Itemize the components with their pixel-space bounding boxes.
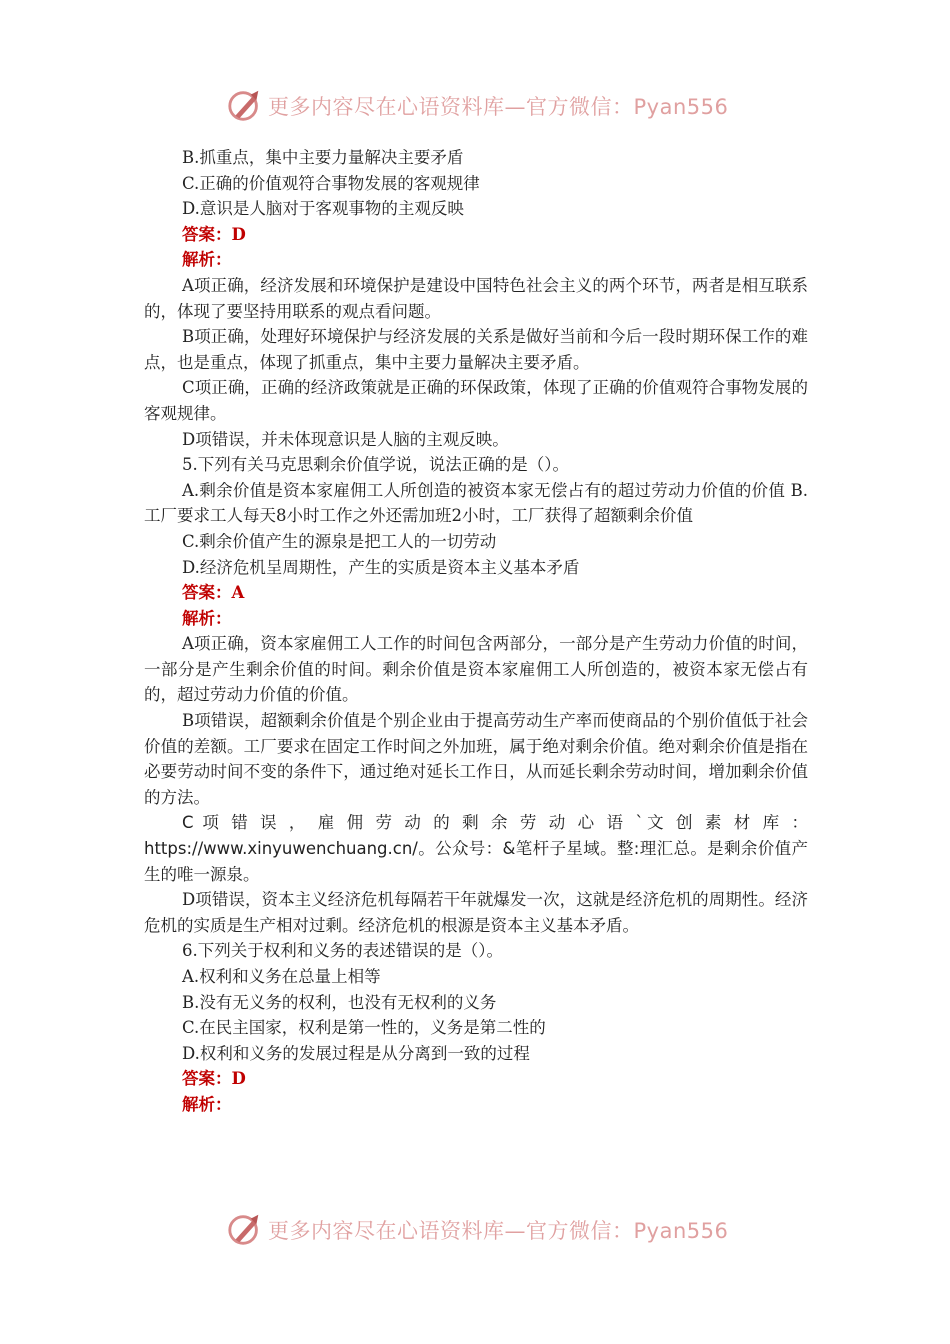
analysis-b: B项正确，处理好环境保护与经济发展的关系是做好当前和今后一段时期环保工作的难点，也是重点，体现了抓重点，集中主要力量解决主要矛盾。: [144, 327, 808, 372]
document-body: [144, 145, 808, 1118]
analysis-d: D项错误，并未体现意识是人脑的主观反映。: [182, 429, 509, 449]
q5-option-c: C.剩余价值产生的源泉是把工人的一切劳动: [182, 531, 497, 551]
q6-option-c: C.在民主国家，权利是第一性的，义务是第二性的: [182, 1018, 546, 1038]
q6-option-a: A.权利和义务在总量上相等: [182, 967, 381, 986]
q5-analysis-a: A项正确，资本家雇佣工人工作的时间包含两部分，一部分是产生劳动力价值的时间，一部分是产生剩余价值的时间。剩余价值是资本家雇佣工人所创造的，被资本家无偿占有的，超过劳动力价值的价值。: [144, 634, 808, 705]
pen-logo-icon: [226, 1211, 264, 1249]
footer-watermark-banner: [226, 1210, 746, 1250]
q6-option-d: D.权利和义务的发展过程是从分离到一致的过程: [182, 1043, 530, 1063]
q6-option-b: B.没有无义务的权利，也没有无权利的义务: [182, 992, 497, 1012]
q6-analysis-label: 解析：: [182, 1094, 232, 1114]
banner-text: 更多内容尽在心语资料库—官方微信：Pyan556: [268, 95, 729, 119]
option-c: C.正确的价值观符合事物发展的客观规律: [182, 173, 480, 193]
q6-answer-label: 答案：D: [182, 1069, 246, 1089]
answer-label: 答案：D: [182, 224, 246, 244]
q5-analysis-label: 解析：: [182, 608, 232, 628]
pen-logo-icon: [226, 87, 264, 125]
q5-option-d: D.经济危机呈周期性，产生的实质是资本主义基本矛盾: [182, 557, 580, 577]
header-watermark-banner: [226, 86, 746, 126]
option-b: B.抓重点，集中主要力量解决主要矛盾: [182, 148, 464, 167]
q5-answer-label: 答案：A: [182, 583, 245, 603]
q5-analysis-b: B项错误，超额剩余价值是个别企业由于提高劳动生产率而使商品的个别价值低于社会价值的差额。工厂要求在固定工作时间之外加班，属于绝对剩余价值。绝对剩余价值是指在必要劳动时间不变的条件下，通过绝对延长工作日，从而延长剩余劳动时间，增加剩余价值的方法。: [144, 711, 808, 807]
analysis-a: A项正确，经济发展和环境保护是建设中国特色社会主义的两个环节，两者是相互联系的，体现了要坚持用联系的观点看问题。: [144, 275, 808, 321]
question-6: 6.下列关于权利和义务的表述错误的是（）。: [182, 941, 503, 961]
banner-text: 更多内容尽在心语资料库—官方微信：Pyan556: [268, 1219, 729, 1243]
q5-analysis-d: D项错误，资本主义经济危机每隔若干年就爆发一次，这就是经济危机的周期性。经济危机的实质是生产相对过剩。经济危机的根源是资本主义基本矛盾。: [144, 890, 808, 935]
question-5: 5.下列有关马克思剩余价值学说，说法正确的是（）。: [182, 455, 569, 475]
q5-option-a-b: A.剩余价值是资本家雇佣工人所创造的被资本家无偿占有的超过劳动力价值的价值 B.工厂要求工人每天8小时工作之外还需加班2小时，工厂获得了超额剩余价值: [144, 480, 808, 526]
analysis-c: C项正确，正确的经济政策就是正确的环保政策，体现了正确的价值观符合事物发展的客观规律。: [144, 378, 808, 423]
q5-analysis-c: C 项 错 误 ， 雇 佣 劳 动 的 剩 余 劳 动 心 语 `文 创 素 材 库 ： https://www.xinyuwenchuang.cn/。公众号：&笔杆子星域。整:理汇总。是剩余价值产生的唯一源泉。: [144, 813, 808, 884]
analysis-label: 解析：: [182, 250, 232, 270]
option-d: D.意识是人脑对于客观事物的主观反映: [182, 199, 464, 219]
